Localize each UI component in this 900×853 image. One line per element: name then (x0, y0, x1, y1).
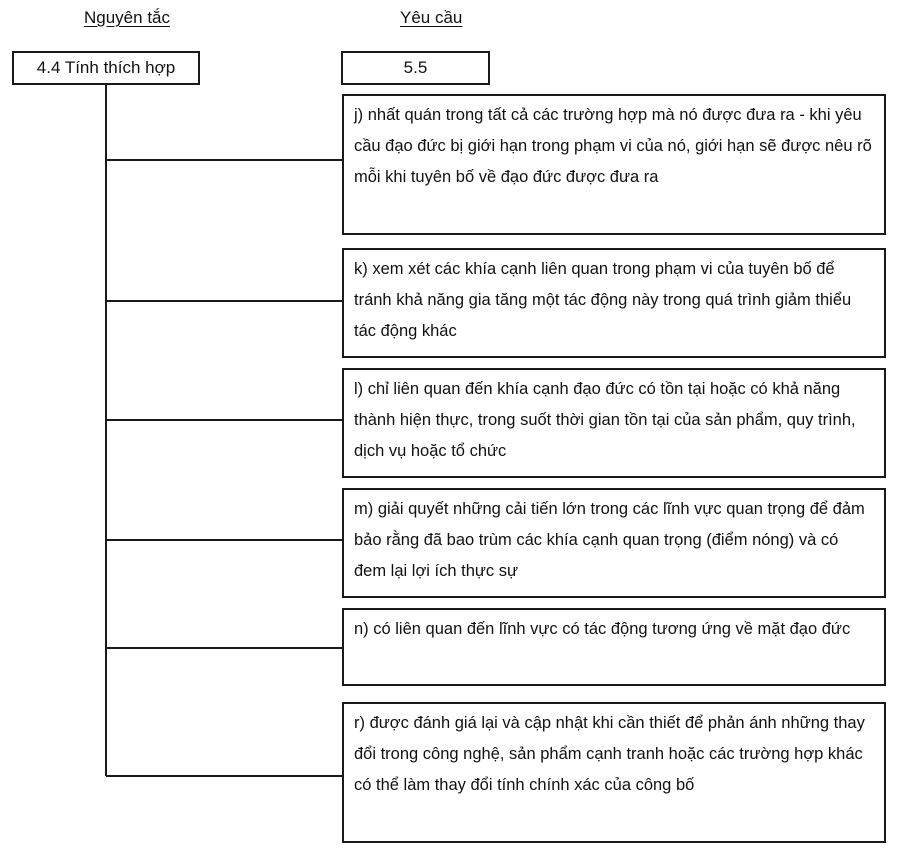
requirement-box-j (342, 94, 886, 235)
requirement-text-n: n) có liên quan đến lĩnh vực có tác động tương ứng về mặt đạo đức (354, 620, 851, 638)
requirement-number-box (341, 51, 490, 85)
requirement-column-header: Yêu cầu (400, 8, 463, 27)
requirement-text-k: k) xem xét các khía cạnh liên quan trong phạm vi của tuyên bố để tránh khả năng gia tăng một tác động này trong quá trình giảm thiểu tác động khác (354, 260, 852, 340)
principle-box (12, 51, 200, 85)
requirement-box-l (342, 368, 886, 478)
requirement-box-r (342, 702, 886, 843)
principle-label: 4.4 Tính thích hợp (36, 58, 176, 77)
requirement-text-j: j) nhất quán trong tất cả các trường hợp mà nó được đưa ra - khi yêu cầu đạo đức bị giới hạn trong phạm vi của nó, giới hạn sẽ được nêu rõ mỗi khi tuyên bố về đạo đức được đưa ra (354, 106, 872, 186)
requirement-text-l: l) chỉ liên quan đến khía cạnh đạo đức có tồn tại hoặc có khả năng thành hiện thực, trong suốt thời gian tồn tại của sản phẩm, quy trình, dịch vụ hoặc tổ chức (354, 380, 856, 460)
requirement-box-m (342, 488, 886, 598)
requirement-text-m: m) giải quyết những cải tiến lớn trong các lĩnh vực quan trọng để đảm bảo rằng đã bao trùm các khía cạnh quan trọng (điểm nóng) và có đem lại lợi ích thực sự (354, 500, 865, 580)
principle-column-header: Nguyên tắc (84, 8, 170, 27)
requirement-text-r: r) được đánh giá lại và cập nhật khi cần thiết để phản ánh những thay đổi trong công nghệ, sản phẩm cạnh tranh hoặc các trường hợp khác có thể làm thay đổi tính chính xác của công bố (354, 714, 865, 794)
requirement-box-n (342, 608, 886, 686)
requirement-number: 5.5 (403, 58, 428, 77)
requirement-box-k (342, 248, 886, 358)
